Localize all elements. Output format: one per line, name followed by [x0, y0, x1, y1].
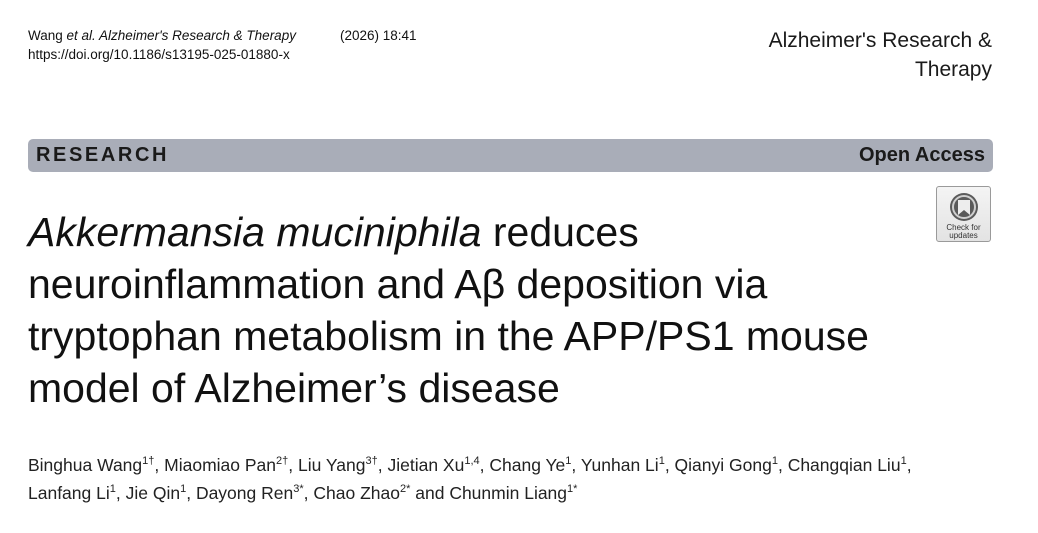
author-entry: [196, 483, 313, 503]
author-name[interactable]: Jietian Xu: [387, 455, 465, 475]
check-for-updates-icon: [948, 191, 980, 223]
author-entry: [126, 483, 196, 503]
author-entry: [387, 455, 489, 475]
author-separator: ,: [288, 455, 298, 475]
author-entry: [298, 455, 387, 475]
author-entry: [489, 455, 580, 475]
check-for-updates-label: Check for updates: [946, 223, 981, 240]
author-separator: ,: [777, 455, 788, 475]
author-separator: ,: [479, 455, 490, 475]
author-affiliation: 1: [900, 455, 907, 467]
author-separator: ,: [303, 483, 314, 503]
author-affiliation: 3†: [365, 455, 378, 467]
author-affiliation: 1: [180, 483, 187, 495]
author-affiliation: 1,4: [464, 455, 480, 467]
author-separator: ,: [664, 455, 675, 475]
author-entry: [313, 483, 449, 503]
author-name[interactable]: Jie Qin: [125, 483, 181, 503]
citation-journal: Alzheimer's Research & Therapy: [99, 28, 296, 43]
author-name[interactable]: Chang Ye: [489, 455, 566, 475]
citation-author-prefix: Wang: [28, 28, 63, 43]
author-separator: ,: [186, 483, 196, 503]
author-affiliation: 1: [565, 455, 572, 467]
author-separator: ,: [115, 483, 126, 503]
author-entry: [28, 483, 126, 503]
author-affiliation: 3*: [293, 483, 304, 495]
author-name[interactable]: Binghua Wang: [28, 455, 143, 475]
author-name[interactable]: Liu Yang: [298, 455, 366, 475]
doi-link[interactable]: https://doi.org/10.1186/s13195-025-01880-x: [28, 47, 290, 62]
author-entry: [449, 483, 577, 503]
citation-block: [28, 26, 417, 64]
section-banner: [28, 139, 993, 172]
author-name[interactable]: Changqian Liu: [787, 455, 901, 475]
author-name[interactable]: Yunhan Li: [580, 455, 659, 475]
author-name[interactable]: Dayong Ren: [195, 483, 294, 503]
journal-name: Alzheimer's Research & Therapy: [768, 29, 992, 81]
author-affiliation: 2†: [276, 455, 289, 467]
author-affiliation: 2*: [399, 483, 411, 495]
author-entry: [581, 455, 675, 475]
citation-authors: [28, 26, 340, 45]
author-affiliation: 1: [771, 455, 778, 467]
author-entry: [675, 455, 788, 475]
author-entry: [164, 455, 298, 475]
author-affiliation: 1: [658, 455, 665, 467]
title-species: Akkermansia muciniphila: [28, 209, 482, 255]
citation-etal: et al.: [62, 28, 100, 43]
author-name[interactable]: Chunmin Liang: [449, 483, 568, 503]
author-entry: [788, 455, 912, 475]
author-affiliation: 1: [109, 483, 116, 495]
title-rest: reduces neuroinflammation and Aβ deposition via tryptophan metabolism in the APP/PS1 mouse model of Alzheimer’s disease: [28, 209, 869, 411]
author-separator: and: [410, 483, 450, 503]
open-access-label: Open Access: [859, 144, 985, 166]
author-name[interactable]: Chao Zhao: [313, 483, 400, 503]
author-name[interactable]: Miaomiao Pan: [164, 455, 277, 475]
article-title: [28, 206, 908, 414]
section-label: RESEARCH: [36, 144, 170, 166]
author-list: [28, 451, 1008, 507]
author-affiliation: 1†: [142, 455, 155, 467]
check-for-updates-button[interactable]: [936, 186, 991, 242]
author-affiliation: 1*: [567, 483, 578, 495]
author-name[interactable]: Qianyi Gong: [674, 455, 772, 475]
citation-year-volume: (2026) 18:41: [340, 28, 417, 43]
author-separator: ,: [377, 455, 388, 475]
author-separator: ,: [571, 455, 581, 475]
author-separator: ,: [906, 455, 912, 475]
author-separator: ,: [154, 455, 165, 475]
author-entry: [28, 455, 164, 475]
author-name[interactable]: Lanfang Li: [28, 483, 110, 503]
citation-line: [28, 26, 417, 45]
